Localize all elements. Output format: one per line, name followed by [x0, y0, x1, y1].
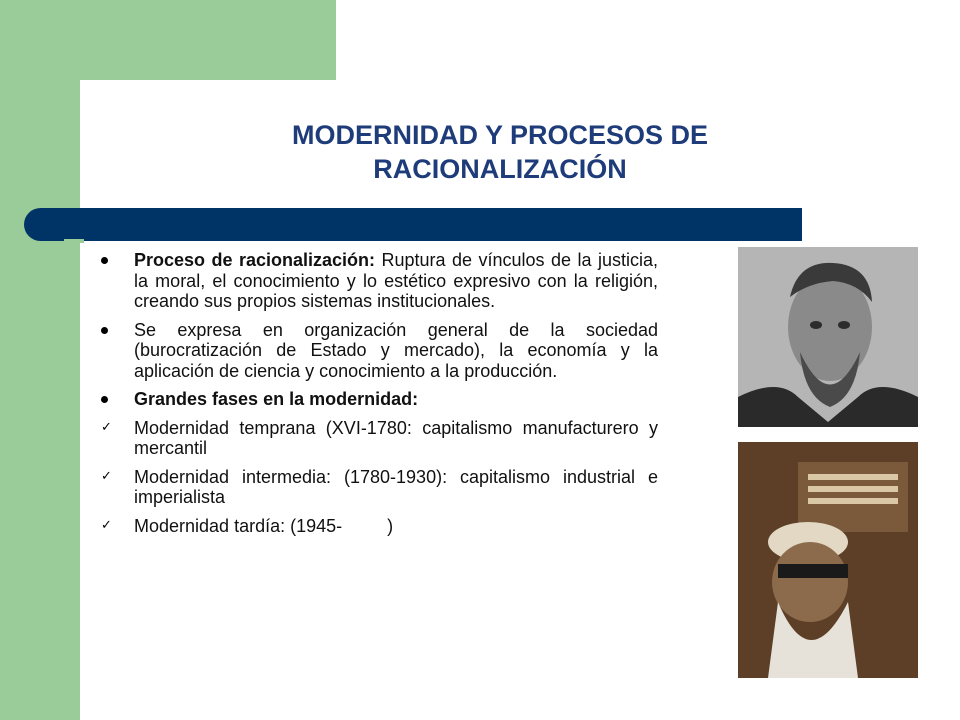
- bullet-text: Se expresa en organización general de la sociedad (burocratización de Estado y mercado), la economía y la aplicación de ciencia y conocimiento a la producción.: [134, 319, 658, 381]
- bullet-item: [96, 250, 658, 312]
- slide-title: [230, 118, 770, 186]
- slide-title-line2: RACIONALIZACIÓN: [373, 154, 627, 184]
- bullet-item: [96, 389, 658, 410]
- sub-bullet-text: Modernidad tardía: (1945- ): [134, 515, 394, 536]
- sub-bullet-item: [96, 467, 658, 508]
- book-cover: [738, 442, 918, 678]
- portrait-photo-icon: [738, 247, 918, 427]
- sub-bullet-text: Modernidad intermedia: (1780-1930): capitalismo industrial e imperialista: [134, 466, 658, 507]
- checkmark-icon: ✓: [101, 517, 112, 533]
- sub-bullet-item: [96, 516, 658, 537]
- slide-title-line1: MODERNIDAD Y PROCESOS DE: [291, 120, 709, 150]
- portrait-photo: [738, 247, 918, 427]
- bullet-bold-text: Proceso de racionalización:: [134, 250, 376, 270]
- title-divider-bar: [24, 208, 802, 241]
- white-rounded-corner: [80, 80, 180, 180]
- sub-bullet-text: Modernidad temprana (XVI-1780: capitalismo manufacturero y mercantil: [134, 417, 658, 458]
- checkmark-icon: ✓: [101, 419, 112, 435]
- divider-accent: [64, 239, 84, 243]
- bullet-bold-text: Grandes fases en la modernidad:: [134, 389, 419, 409]
- bullet-item: [96, 320, 658, 382]
- slide-content: [96, 250, 658, 544]
- bullet-dot-icon: [101, 257, 108, 264]
- checkmark-icon: ✓: [101, 468, 112, 484]
- book-cover-icon: [738, 442, 918, 678]
- bullet-text: Ruptura de vínculos de la justicia, la moral, el conocimiento y lo estético expresivo con la religión, creando sus propios sistemas institucionales.: [134, 250, 659, 311]
- sub-bullet-item: [96, 418, 658, 459]
- bullet-dot-icon: [101, 327, 108, 334]
- green-top-band: [0, 0, 336, 80]
- green-left-band: [0, 0, 80, 720]
- bullet-dot-icon: [101, 396, 108, 403]
